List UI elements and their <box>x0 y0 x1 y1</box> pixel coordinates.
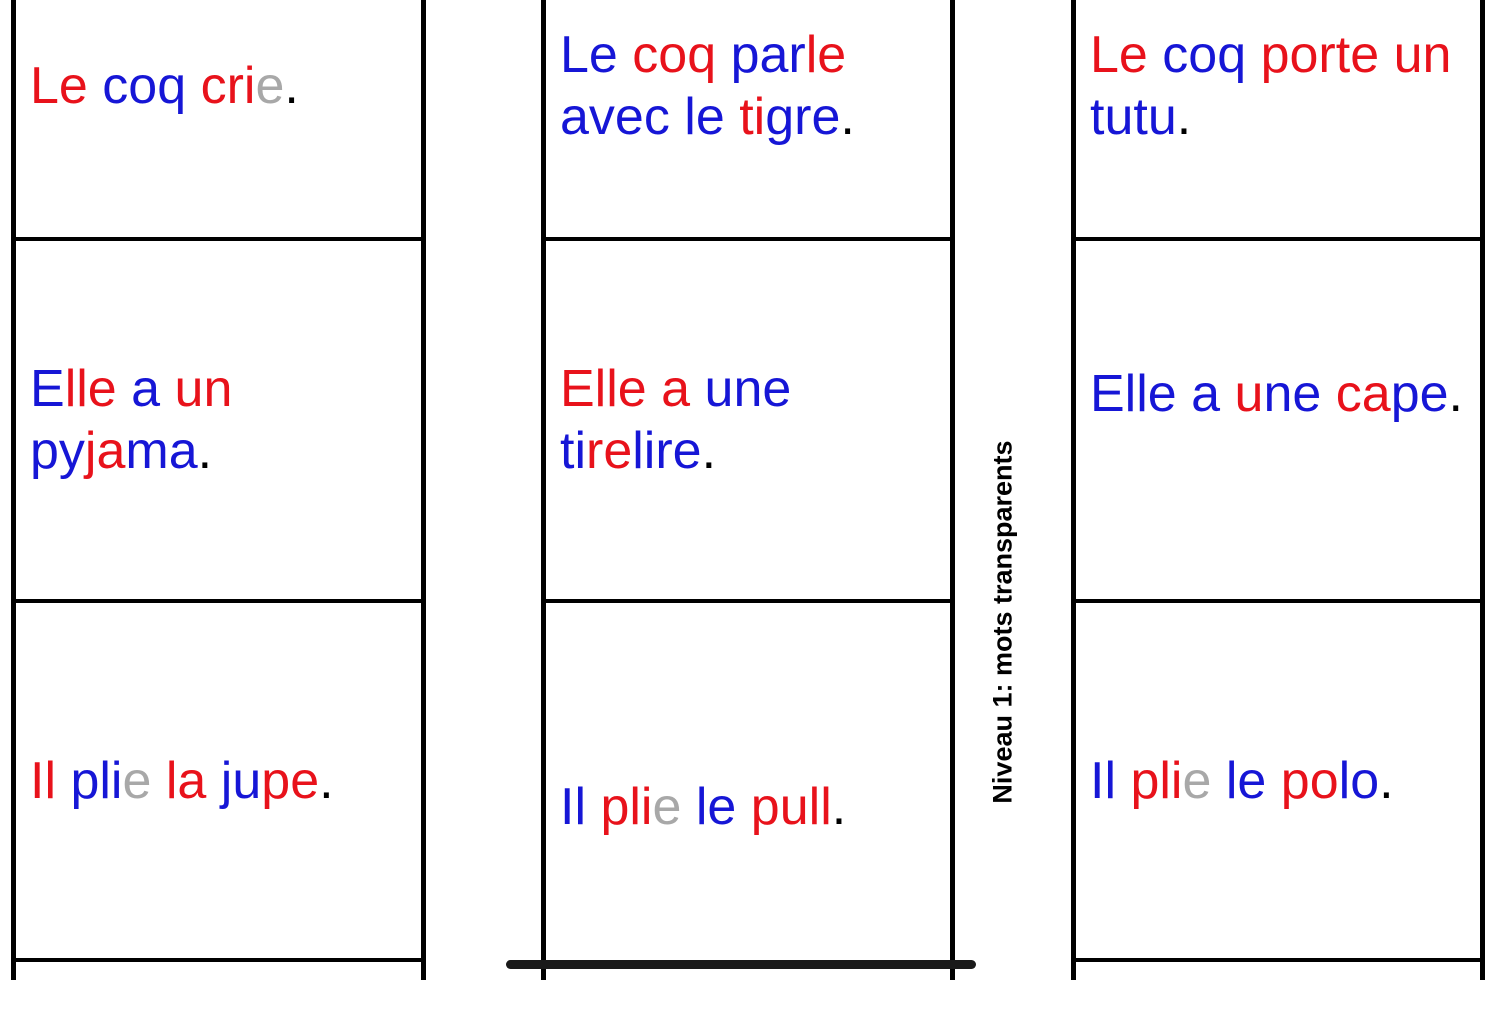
text-segment <box>1116 752 1130 810</box>
text-segment <box>670 88 684 146</box>
text-segment: la <box>165 751 207 810</box>
text-segment <box>206 752 220 810</box>
text-segment: a <box>1191 365 1221 423</box>
card-col1-row1 <box>16 0 421 172</box>
sentence <box>560 358 950 482</box>
text-segment: le <box>684 88 725 146</box>
text-segment <box>736 778 750 836</box>
text-segment: coq <box>1162 26 1247 84</box>
column-3-divider-3 <box>1071 958 1485 962</box>
text-segment: e <box>122 751 152 810</box>
text-segment <box>1177 365 1191 423</box>
text-segment <box>1379 26 1393 84</box>
text-segment: ca <box>1335 365 1391 423</box>
text-segment: e <box>255 57 285 115</box>
sentence <box>1090 24 1480 148</box>
level-label: Niveau 1: mots transparents <box>987 440 1018 804</box>
text-segment: avec <box>560 88 670 146</box>
card-col3-row2 <box>1076 241 1480 599</box>
card-col1-row2 <box>16 241 421 599</box>
text-segment: . <box>831 777 847 836</box>
text-segment: Elle <box>1090 365 1177 423</box>
text-segment <box>690 360 704 418</box>
text-segment: py <box>30 422 85 480</box>
text-segment: gre <box>765 88 841 146</box>
text-segment: le <box>1225 751 1267 810</box>
text-segment <box>681 778 695 836</box>
text-segment: re <box>586 422 633 480</box>
text-segment: pe <box>261 751 320 810</box>
text-segment: a <box>661 360 691 418</box>
column-3-right-border <box>1480 0 1485 980</box>
text-segment <box>151 752 165 810</box>
text-segment: pull <box>750 777 832 836</box>
text-segment <box>160 360 174 418</box>
text-segment: coq <box>632 26 717 84</box>
text-segment: Il <box>30 751 56 810</box>
text-segment: . <box>1176 88 1192 146</box>
text-segment: . <box>284 57 299 115</box>
text-segment: une <box>704 360 792 418</box>
text-segment: e <box>652 777 682 836</box>
text-segment: un <box>1393 26 1452 84</box>
text-segment <box>88 57 102 115</box>
text-segment: po <box>1280 751 1339 810</box>
text-segment: lle <box>64 360 117 418</box>
column-1-divider-3 <box>11 958 426 962</box>
text-segment: porte <box>1260 26 1380 84</box>
text-segment: cri <box>200 57 256 115</box>
text-segment: pli <box>1130 751 1183 810</box>
text-segment: ja <box>84 422 126 480</box>
text-segment <box>1266 752 1280 810</box>
sentence <box>1090 750 1394 812</box>
text-segment <box>186 57 200 115</box>
text-segment: le <box>805 26 847 84</box>
text-segment: . <box>319 751 334 810</box>
text-segment: le <box>695 777 737 836</box>
sentence <box>1090 363 1463 425</box>
card-col3-row3 <box>1076 603 1480 958</box>
text-segment <box>618 26 632 84</box>
text-segment: Elle <box>560 360 647 418</box>
text-segment <box>725 88 739 146</box>
sentence <box>30 358 421 482</box>
text-segment <box>1211 752 1225 810</box>
text-segment: Le <box>30 57 88 115</box>
text-segment: Le <box>1090 26 1148 84</box>
text-segment <box>117 360 131 418</box>
text-segment: Le <box>560 26 618 84</box>
text-segment: lire <box>632 422 702 480</box>
text-segment: ju <box>220 751 262 810</box>
column-1-right-border <box>421 0 426 980</box>
text-segment: pli <box>600 777 653 836</box>
text-segment: lo <box>1338 751 1380 810</box>
text-segment <box>647 360 661 418</box>
text-segment <box>1246 26 1260 84</box>
sentence <box>30 55 299 117</box>
text-segment: a <box>131 360 161 418</box>
text-segment: . <box>197 422 213 480</box>
text-segment <box>1321 365 1335 423</box>
text-segment <box>56 752 70 810</box>
text-segment: u <box>1234 365 1264 423</box>
sentence <box>560 24 950 148</box>
text-segment: ma <box>125 422 198 480</box>
text-segment: ti <box>739 88 766 146</box>
text-segment: . <box>1379 751 1394 810</box>
card-col1-row3 <box>16 603 421 958</box>
text-segment: ne <box>1263 365 1322 423</box>
text-segment: pe <box>1390 365 1449 423</box>
text-segment <box>716 26 730 84</box>
text-segment <box>1220 365 1234 423</box>
card-col2-row1 <box>546 0 950 172</box>
text-segment: E <box>30 360 65 418</box>
card-col3-row1 <box>1076 0 1480 172</box>
text-segment <box>586 778 600 836</box>
text-segment: . <box>840 88 855 146</box>
text-segment: tutu <box>1090 88 1177 146</box>
sentence <box>560 776 846 838</box>
card-col2-row3 <box>546 603 950 1010</box>
text-segment <box>1148 26 1162 84</box>
home-indicator-bar[interactable] <box>506 960 976 969</box>
text-segment: ti <box>560 422 586 480</box>
text-segment: un <box>174 360 233 418</box>
text-segment: pli <box>70 751 123 810</box>
text-segment: par <box>730 26 806 84</box>
sentence <box>30 750 334 812</box>
text-segment: . <box>701 422 717 480</box>
text-segment: coq <box>102 57 187 115</box>
column-2-right-border <box>950 0 955 980</box>
text-segment: Il <box>560 777 586 836</box>
text-segment: . <box>1448 365 1463 423</box>
text-segment: e <box>1182 751 1212 810</box>
text-segment: Il <box>1090 751 1116 810</box>
card-col2-row2 <box>546 241 950 599</box>
